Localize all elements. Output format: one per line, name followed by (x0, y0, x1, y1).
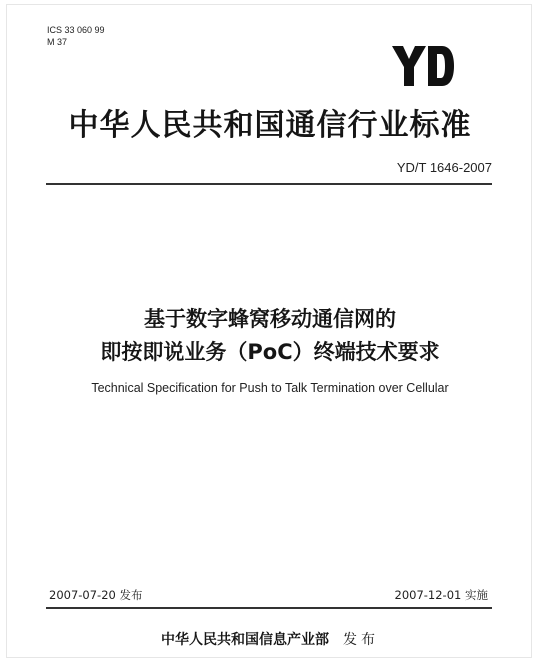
publish-action: 发布 (343, 632, 379, 648)
standard-type-heading: 中华人民共和国通信行业标准 (68, 108, 472, 143)
document-title-cn-line1: 基于数字蜂窝移动通信网的 (144, 307, 396, 331)
top-divider (46, 183, 492, 185)
publisher-line (0, 629, 540, 649)
class-code: M 37 (47, 37, 68, 47)
ics-code: ICS 33 060 99 (47, 25, 105, 35)
bottom-divider (46, 607, 492, 609)
classification-codes (47, 24, 105, 48)
publisher-name: 中华人民共和国信息产业部 (161, 632, 329, 648)
implementation-date: 2007-12-01 实施 (394, 588, 488, 602)
issue-date: 2007-07-20 发布 (49, 588, 143, 602)
document-title-en: Technical Specification for Push to Talk Termination over Cellular (91, 381, 449, 395)
standard-number: YD/T 1646-2007 (396, 160, 492, 175)
document-title-cn-line2: 即按即说业务（PoC）终端技术要求 (100, 340, 440, 364)
yd-logo (392, 46, 454, 86)
